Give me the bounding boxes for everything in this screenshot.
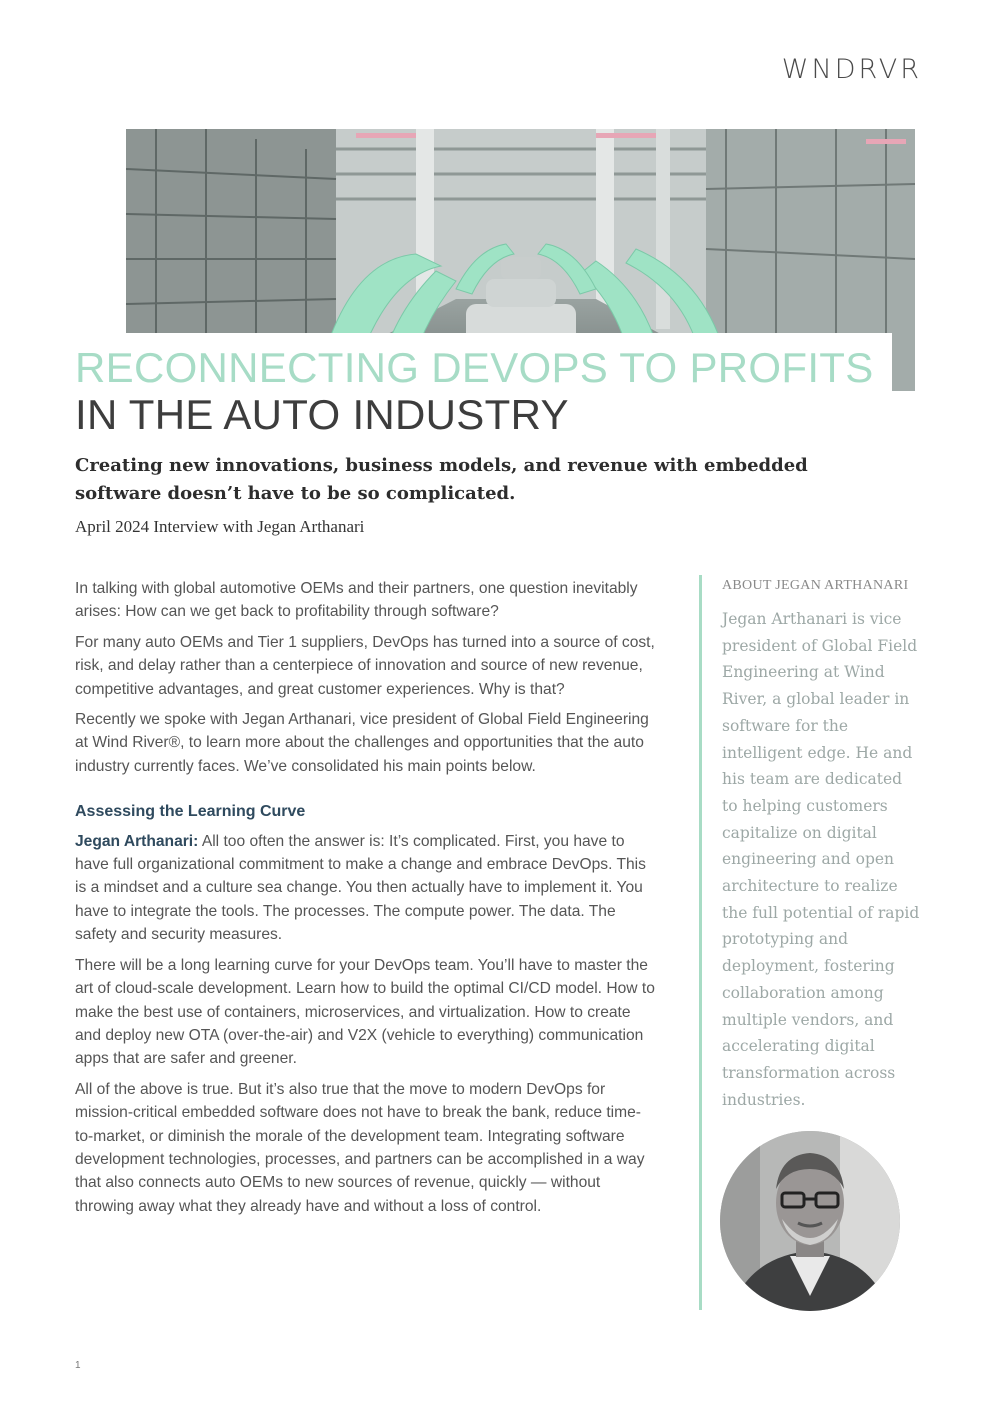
sidebar-heading: ABOUT JEGAN ARTHANARI [722,578,909,593]
person-portrait-icon [720,1131,900,1311]
answer-text: All too often the answer is: It’s complicated. First, you have to have full organizational commitment to make a change and embrace DevOps. This is a mindset and a culture sea change. You then actually have to implement it. You have to integrate the tools. The processes. The compute power. The data. The safety and security measures. [75,832,646,944]
dateline: April 2024 Interview with Jegan Arthanari [75,517,365,536]
subtitle: Creating new innovations, business models, and revenue with embedded software doesn’t have to be so complicated. [75,455,808,504]
paragraph: All of the above is true. But it’s also true that the move to modern DevOps for mission-critical embedded software does not have to break the bank, reduce time-to-market, or diminish the morale of the development team. Integrating software development technologies, processes, and partners can be accomplished in a way that also connects auto OEMs to new sources of revenue, quickly — without throwing away what they already have and without a loss of control. [75,1080,645,1215]
paragraph: Recently we spoke with Jegan Arthanari, vice president of Global Field Engineering at Wind River®, to learn more about the challenges and opportunities that the auto industry currently faces. We’ve consolidated his main points below. [75,711,649,775]
paragraph [75,830,655,947]
sidebar-divider [699,575,702,1310]
page-title-line-1: RECONNECTING DEVOPS TO PROFITS [75,344,874,391]
page-title-line-2: IN THE AUTO INDUSTRY [75,391,569,438]
section-heading: Assessing the Learning Curve [75,803,306,821]
speaker-name: Jegan Arthanari: [75,832,199,850]
article-body [75,577,655,1225]
person-portrait [720,1131,900,1311]
paragraph: For many auto OEMs and Tier 1 suppliers, DevOps has turned into a source of cost, risk, and delay rather than a centerpiece of innovation and source of new revenue, competitive advantages, and great customer experiences. Why is that? [75,633,655,698]
sidebar-bio: Jegan Arthanari is vice president of Global Field Engineering at Wind River, a global leader in software for the intelligent edge. He and his team are dedicated to helping customers capitalize on digital engineering and open architecture to realize the full potential of rapid prototyping and deployment, fostering collaboration among multiple vendors, and accelerating digital transformation across industries. [722,610,920,1109]
paragraph: In talking with global automotive OEMs and their partners, one question inevitably arises: How can we get back to profitability through software? [75,580,638,621]
wind-river-logo: WNDRVR [781,54,922,85]
page-number: 1 [75,1360,81,1371]
paragraph: There will be a long learning curve for your DevOps team. You’ll have to master the art of cloud-scale development. Learn how to build the optimal CI/CD model. How to make the best use of containers, microservices, and virtualization. How to create and deploy new OTA (over-the-air) and V2X (vehicle to everything) communication apps that are safer and greener. [75,956,655,1068]
